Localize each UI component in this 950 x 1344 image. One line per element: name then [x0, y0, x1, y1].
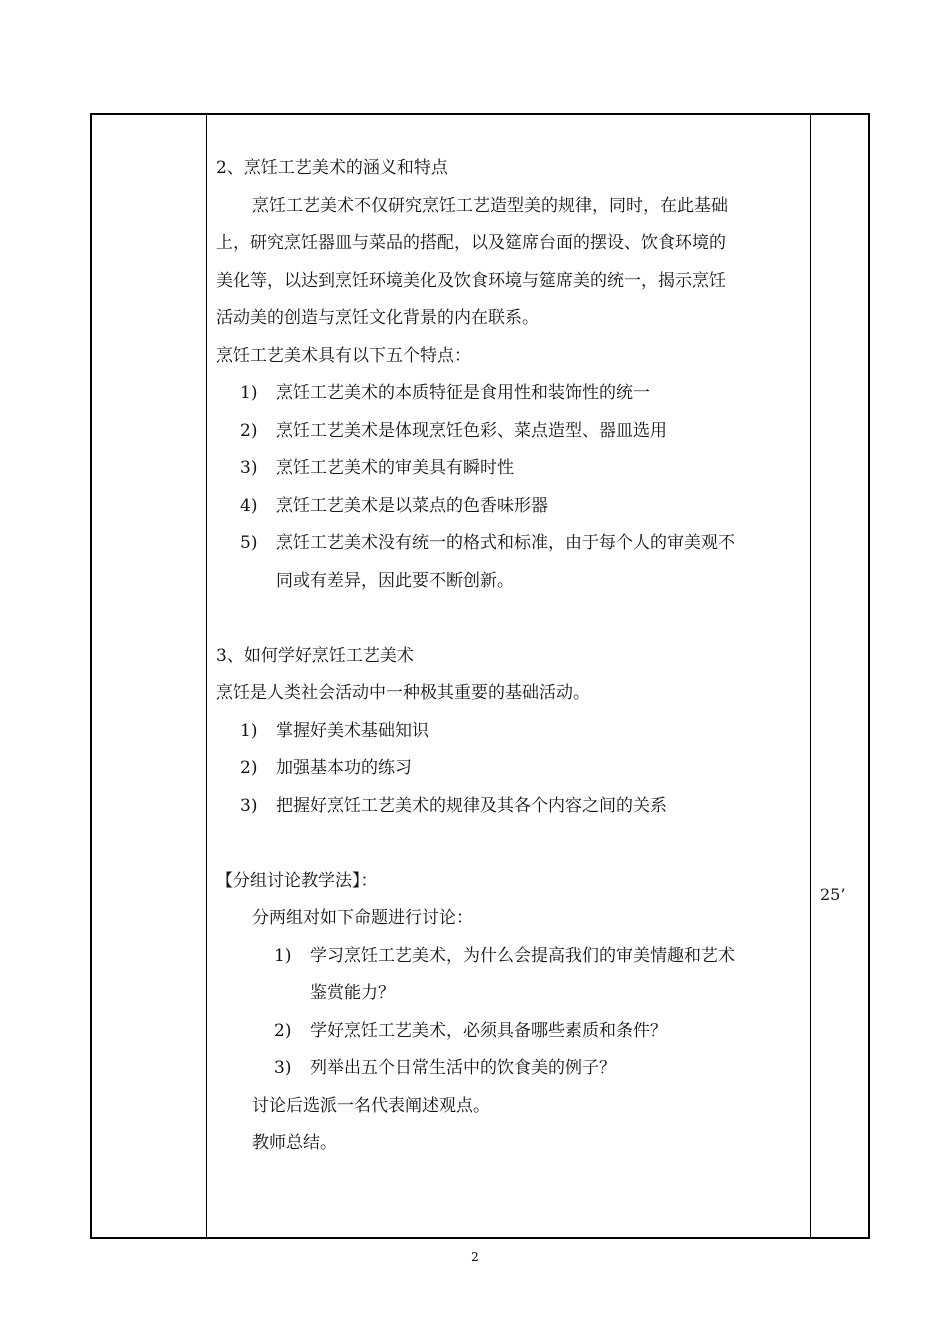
discussion-after: 讨论后选派一名代表阐述观点。 [252, 1095, 490, 1116]
list-item-continuation: 同或有差异，因此要不断创新。 [276, 570, 514, 591]
item-number: 2) [240, 420, 258, 441]
discussion-intro: 分两组对如下命题进行讨论： [252, 908, 473, 928]
list-item [216, 788, 806, 826]
teacher-summary: 教师总结。 [252, 1133, 337, 1153]
list-item [216, 1050, 806, 1088]
item-number: 3) [274, 1058, 292, 1078]
page-number: 2 [471, 1250, 479, 1264]
list-item [216, 413, 806, 451]
list-item-continuation: 鉴赏能力？ [310, 983, 395, 1003]
item-text: 烹饪工艺美术没有统一的格式和标准，由于每个人的审美观不 [276, 533, 735, 553]
time-allotment: 25’ [820, 885, 846, 904]
section2-para-line: 美化等，以达到烹饪环境美化及饮食环境与筵席美的统一，揭示烹饪 [216, 270, 726, 291]
item-number: 1) [240, 383, 258, 403]
item-number: 5) [240, 533, 258, 553]
section2-heading: 2、烹饪工艺美术的涵义和特点 [216, 158, 448, 178]
item-text: 加强基本功的练习 [276, 758, 412, 778]
item-text: 烹饪工艺美术的审美具有瞬时性 [276, 458, 514, 478]
item-text: 掌握好美术基础知识 [276, 720, 429, 741]
list-item [216, 488, 806, 526]
item-number: 4) [240, 495, 258, 516]
list-item [216, 1013, 806, 1051]
section3-heading: 3、如何学好烹饪工艺美术 [216, 645, 414, 666]
list-item [216, 938, 806, 976]
list-item [216, 750, 806, 788]
item-number: 3) [240, 795, 258, 816]
item-text: 烹饪工艺美术的本质特征是食用性和装饰性的统一 [276, 383, 650, 403]
list-item [216, 525, 806, 563]
item-text: 烹饪工艺美术是以菜点的色香味形器 [276, 495, 548, 516]
item-number: 1) [240, 720, 258, 741]
item-number: 3) [240, 458, 258, 478]
item-number: 2) [274, 1020, 292, 1041]
section2-intro: 烹饪工艺美术具有以下五个特点： [216, 345, 471, 366]
list-item [216, 375, 806, 413]
item-number: 1) [274, 945, 292, 966]
column-divider-right [810, 115, 811, 1237]
lesson-content [216, 150, 806, 1163]
item-text: 学好烹饪工艺美术，必须具备哪些素质和条件？ [310, 1020, 667, 1041]
section2-para-line: 烹饪工艺美术不仅研究烹饪工艺造型美的规律，同时，在此基础 [252, 195, 728, 216]
section2-para-line: 上，研究烹饪器皿与菜品的搭配，以及筵席台面的摆设、饮食环境的 [216, 233, 726, 253]
list-item [216, 713, 806, 751]
column-divider-left [206, 115, 207, 1237]
section2-para-line: 活动美的创造与烹饪文化背景的内在联系。 [216, 308, 539, 328]
list-item [216, 450, 806, 488]
item-text: 把握好烹饪工艺美术的规律及其各个内容之间的关系 [276, 795, 667, 816]
item-number: 2) [240, 758, 258, 778]
item-text: 学习烹饪工艺美术，为什么会提高我们的审美情趣和艺术 [310, 945, 735, 966]
section3-intro: 烹饪是人类社会活动中一种极其重要的基础活动。 [216, 683, 590, 703]
item-text: 列举出五个日常生活中的饮食美的例子？ [310, 1058, 616, 1078]
item-text: 烹饪工艺美术是体现烹饪色彩、菜点造型、器皿选用 [276, 420, 667, 441]
discussion-heading: 【分组讨论教学法】： [216, 870, 378, 891]
